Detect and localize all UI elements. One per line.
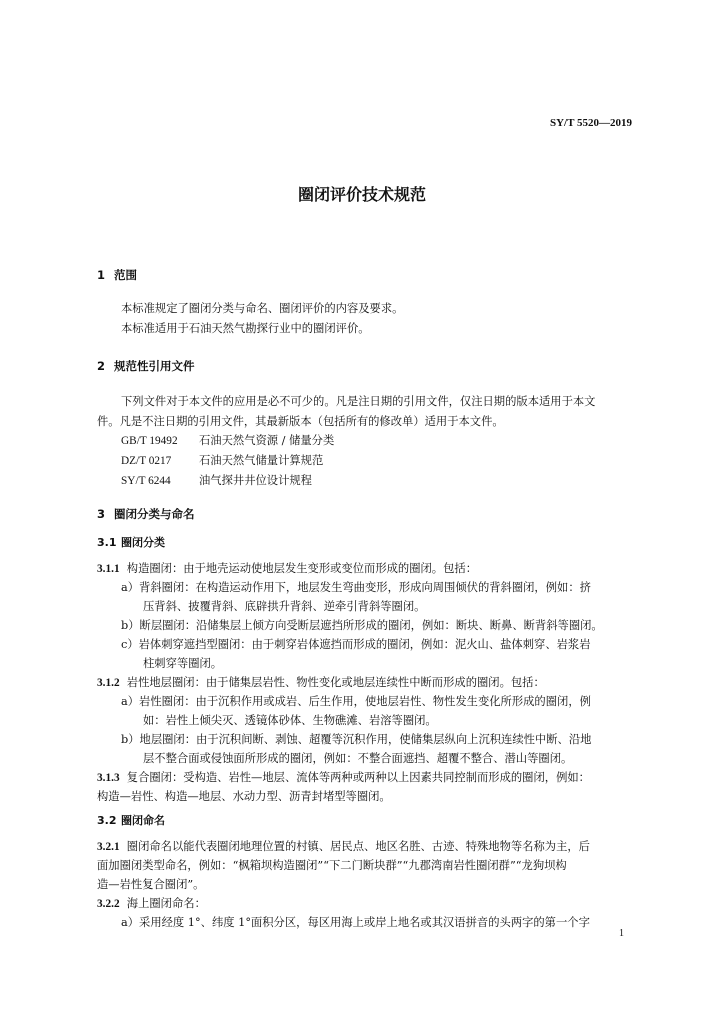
section-title: 范围	[114, 268, 137, 282]
list-item-line: a）采用经度 1°、纬度 1°面积分区，每区用海上或岸上地名或其汉语拼音的头两字的第一个字	[121, 916, 590, 929]
section-title: 圈闭分类与命名	[114, 507, 195, 521]
list-item-line: b）地层圈闭：由于沉积间断、剥蚀、超覆等沉积作用，使储集层纵向上沉积连续性中断、沿地	[121, 733, 592, 746]
clause-3-1-1	[97, 560, 477, 578]
clause-3-2-1	[97, 838, 590, 856]
paragraph-line: 面加圈闭类型命名，例如：“枫箱坝构造圈闭”“下二门断块群”“九郡湾南岩性圈闭群”“龙狗坝构	[97, 859, 567, 872]
section-2-heading	[97, 358, 195, 374]
subsection-3-1-heading	[97, 534, 165, 550]
clause-text: 圈闭命名以能代表圈闭地理位置的村镇、居民点、地区名胜、古迹、特殊地物等名称为主，后	[126, 840, 590, 853]
reference-code: GB/T 19492	[121, 435, 178, 447]
list-item-line: 层不整合面或侵蚀面所形成的圈闭，例如：不整合面遮挡、超覆不整合、潜山等圈闭。	[143, 752, 573, 765]
clause-3-2-2	[97, 895, 206, 913]
subsection-3-2-heading	[97, 812, 165, 828]
section-title: 规范性引用文件	[114, 359, 195, 373]
list-item-line: b）断层圈闭：沿储集层上倾方向受断层遮挡所形成的圈闭，例如：断块、断鼻、断背斜等圈闭。	[121, 619, 603, 632]
page-number: 1	[619, 928, 624, 939]
reference-title: 石油天然气储量计算规范	[199, 454, 324, 467]
paragraph-line: 件。凡是不注日期的引用文件，其最新版本（包括所有的修改单）适用于本文件。	[97, 415, 504, 428]
clause-3-1-3	[97, 769, 590, 787]
clause-number: 3.2.2	[97, 898, 120, 910]
list-item-line: 如：岩性上倾尖灭、透镜体砂体、生物礁滩、岩溶等圈闭。	[143, 714, 437, 727]
document-title: 圈闭评价技术规范	[297, 185, 426, 204]
subsection-title: 圈闭命名	[121, 814, 165, 827]
clause-number: 3.2.1	[97, 841, 120, 853]
reference-title: 油气探井井位设计规程	[199, 474, 312, 487]
standard-code: SY/T 5520—2019	[549, 117, 632, 129]
section-3-heading	[97, 506, 195, 522]
paragraph-line: 造—岩性复合圈闭”。	[97, 878, 205, 891]
section-1-heading	[97, 267, 137, 283]
paragraph: 本标准适用于石油天然气勘探行业中的圈闭评价。	[121, 322, 370, 335]
list-item-line: a）岩性圈闭：由于沉积作用或成岩、后生作用，使地层岩性、物性发生变化所形成的圈闭，例	[121, 695, 591, 708]
paragraph-line: 构造—岩性、构造—地层、水动力型、沥青封堵型等圈闭。	[97, 790, 391, 803]
reference-item	[121, 432, 334, 450]
reference-title: 石油天然气资源 / 储量分类	[199, 434, 335, 447]
clause-text: 构造圈闭：由于地壳运动使地层发生变形或变位而形成的圈闭。包括：	[126, 562, 477, 575]
list-item-line: 柱刺穿等圈闭。	[143, 657, 223, 670]
clause-number: 3.1.1	[97, 563, 120, 575]
paragraph-line: 下列文件对于本文件的应用是必不可少的。凡是注日期的引用文件，仅注日期的版本适用于本文	[121, 395, 596, 408]
clause-text: 岩性地层圈闭：由于储集层岩性、物性变化或地层连续性中断而形成的圈闭。包括：	[126, 676, 545, 689]
list-item-line: a）背斜圈闭：在构造运动作用下，地层发生弯曲变形，形成向周围倾伏的背斜圈闭，例如：挤	[121, 581, 591, 594]
section-number: 1	[97, 268, 106, 282]
clause-number: 3.1.2	[97, 677, 120, 689]
clause-text: 海上圈闭命名：	[126, 897, 206, 910]
list-item-line: 压背斜、披覆背斜、底辟拱升背斜、逆牵引背斜等圈闭。	[143, 600, 426, 613]
paragraph: 本标准规定了圈闭分类与命名、圈闭评价的内容及要求。	[121, 302, 404, 315]
list-item-line: c）岩体刺穿遮挡型圈闭：由于刺穿岩体遮挡而形成的圈闭，例如：泥火山、盐体刺穿、岩浆岩	[121, 638, 591, 651]
reference-code: SY/T 6244	[121, 475, 171, 487]
subsection-title: 圈闭分类	[121, 536, 165, 549]
reference-item	[121, 472, 312, 490]
section-number: 3	[97, 507, 106, 521]
section-number: 2	[97, 359, 106, 373]
clause-text: 复合圈闭：受构造、岩性—地层、流体等两种或两种以上因素共同控制而形成的圈闭，例如：	[126, 771, 590, 784]
reference-code: DZ/T 0217	[121, 455, 172, 467]
reference-item	[121, 452, 323, 470]
clause-3-1-2	[97, 674, 545, 692]
clause-number: 3.1.3	[97, 772, 120, 784]
subsection-number: 3.1	[97, 536, 117, 549]
subsection-number: 3.2	[97, 814, 117, 827]
